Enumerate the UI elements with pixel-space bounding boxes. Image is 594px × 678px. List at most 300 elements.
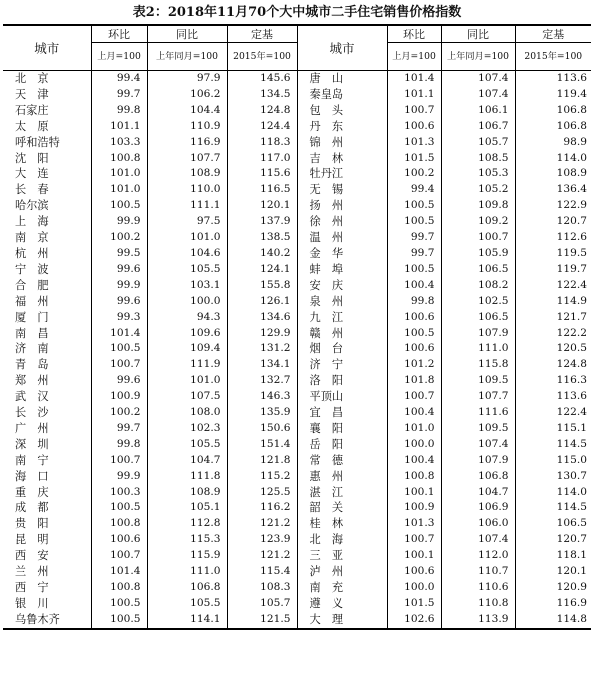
left-fixed-cell: 135.9 bbox=[227, 405, 297, 421]
left-fixed-cell: 116.2 bbox=[227, 500, 297, 516]
header-yoy-right: 同比 bbox=[441, 25, 515, 43]
right-city-cell: 湛 江 bbox=[297, 485, 387, 501]
header-mom-left: 环比 bbox=[91, 25, 147, 43]
left-yoy-cell: 104.6 bbox=[147, 246, 227, 262]
right-mom-cell: 101.1 bbox=[387, 87, 441, 103]
right-yoy-cell: 102.5 bbox=[441, 294, 515, 310]
right-yoy-cell: 105.2 bbox=[441, 182, 515, 198]
left-yoy-cell: 106.2 bbox=[147, 87, 227, 103]
left-fixed-cell: 146.3 bbox=[227, 389, 297, 405]
right-mom-cell: 101.5 bbox=[387, 151, 441, 167]
right-fixed-cell: 114.5 bbox=[556, 501, 587, 514]
right-yoy-cell: 112.0 bbox=[441, 548, 515, 564]
right-yoy-cell: 111.6 bbox=[441, 405, 515, 421]
right-fixed-cell: 119.7 bbox=[556, 262, 587, 275]
left-fixed-cell: 121.2 bbox=[227, 516, 297, 532]
right-yoy-cell: 109.2 bbox=[441, 214, 515, 230]
right-fixed-cell: 106.5 bbox=[556, 517, 587, 530]
left-yoy-cell: 115.3 bbox=[147, 532, 227, 548]
left-mom-cell: 101.1 bbox=[91, 119, 147, 135]
left-fixed-cell: 118.3 bbox=[227, 135, 297, 151]
right-city-cell: 南 充 bbox=[297, 580, 387, 596]
table-row bbox=[3, 421, 591, 437]
right-city-cell: 赣 州 bbox=[297, 326, 387, 342]
right-mom-cell: 100.0 bbox=[387, 580, 441, 596]
left-yoy-cell: 110.0 bbox=[147, 182, 227, 198]
left-yoy-cell: 111.1 bbox=[147, 198, 227, 214]
right-mom-cell: 100.5 bbox=[387, 262, 441, 278]
right-city-cell: 唐 山 bbox=[297, 71, 387, 87]
left-yoy-cell: 116.9 bbox=[147, 135, 227, 151]
left-fixed-cell: 115.4 bbox=[227, 564, 297, 580]
left-city-cell: 济 南 bbox=[3, 341, 91, 357]
left-yoy-cell: 108.0 bbox=[147, 405, 227, 421]
left-yoy-cell: 111.9 bbox=[147, 357, 227, 373]
table-row bbox=[3, 294, 591, 310]
right-mom-cell: 101.4 bbox=[387, 71, 441, 87]
left-yoy-cell: 108.9 bbox=[147, 166, 227, 182]
right-city-cell: 金 华 bbox=[297, 246, 387, 262]
right-fixed-cell: 115.0 bbox=[556, 453, 587, 466]
right-city-cell: 泸 州 bbox=[297, 564, 387, 580]
right-mom-cell: 101.8 bbox=[387, 373, 441, 389]
table-row bbox=[3, 214, 591, 230]
left-yoy-cell: 104.4 bbox=[147, 103, 227, 119]
left-mom-cell: 99.9 bbox=[91, 214, 147, 230]
table-row bbox=[3, 135, 591, 151]
header-city-left: 城市 bbox=[3, 25, 91, 71]
left-city-cell: 长 春 bbox=[3, 182, 91, 198]
table-row bbox=[3, 437, 591, 453]
table-row bbox=[3, 326, 591, 342]
header-yoy-left: 同比 bbox=[147, 25, 227, 43]
table-row bbox=[3, 469, 591, 485]
right-yoy-cell: 105.9 bbox=[441, 246, 515, 262]
right-yoy-cell: 107.9 bbox=[441, 326, 515, 342]
left-yoy-cell: 107.5 bbox=[147, 389, 227, 405]
left-mom-cell: 99.4 bbox=[91, 71, 147, 87]
left-mom-cell: 100.5 bbox=[91, 341, 147, 357]
right-mom-cell: 99.7 bbox=[387, 230, 441, 246]
right-yoy-cell: 108.5 bbox=[441, 151, 515, 167]
right-yoy-cell: 107.4 bbox=[441, 437, 515, 453]
right-yoy-cell: 106.7 bbox=[441, 119, 515, 135]
right-fixed-cell: 130.7 bbox=[556, 469, 587, 482]
right-fixed-cell: 114.5 bbox=[556, 437, 587, 450]
left-yoy-cell: 112.8 bbox=[147, 516, 227, 532]
right-mom-cell: 100.9 bbox=[387, 500, 441, 516]
header-mom-right: 环比 bbox=[387, 25, 441, 43]
left-fixed-cell: 121.5 bbox=[227, 612, 297, 629]
table-row bbox=[3, 310, 591, 326]
right-city-cell: 洛 阳 bbox=[297, 373, 387, 389]
left-mom-cell: 100.5 bbox=[91, 198, 147, 214]
table-row bbox=[3, 182, 591, 198]
right-city-cell: 牡丹江 bbox=[297, 166, 387, 182]
left-city-cell: 太 原 bbox=[3, 119, 91, 135]
table-row bbox=[3, 87, 591, 103]
right-mom-cell: 100.4 bbox=[387, 453, 441, 469]
right-fixed-cell: 114.0 bbox=[556, 151, 587, 164]
left-city-cell: 昆 明 bbox=[3, 532, 91, 548]
table-row bbox=[3, 612, 591, 629]
left-city-cell: 天 津 bbox=[3, 87, 91, 103]
table-body bbox=[3, 71, 591, 629]
table-row bbox=[3, 246, 591, 262]
table-row bbox=[3, 103, 591, 119]
right-city-cell: 丹 东 bbox=[297, 119, 387, 135]
left-fixed-cell: 124.1 bbox=[227, 262, 297, 278]
left-yoy-cell: 94.3 bbox=[147, 310, 227, 326]
right-fixed-cell: 136.4 bbox=[556, 183, 587, 196]
left-city-cell: 大 连 bbox=[3, 166, 91, 182]
left-city-cell: 银 川 bbox=[3, 596, 91, 612]
right-yoy-cell: 110.7 bbox=[441, 564, 515, 580]
right-mom-cell: 100.6 bbox=[387, 119, 441, 135]
right-fixed-cell: 120.9 bbox=[556, 581, 587, 593]
right-yoy-cell: 105.7 bbox=[441, 135, 515, 151]
right-yoy-cell: 100.7 bbox=[441, 230, 515, 246]
right-city-cell: 三 亚 bbox=[297, 548, 387, 564]
right-mom-cell: 100.5 bbox=[387, 198, 441, 214]
left-fixed-cell: 126.1 bbox=[227, 294, 297, 310]
right-fixed-cell: 122.4 bbox=[556, 278, 587, 291]
right-yoy-cell: 108.2 bbox=[441, 278, 515, 294]
right-mom-cell: 100.6 bbox=[387, 310, 441, 326]
left-mom-cell: 100.6 bbox=[91, 532, 147, 548]
subheader-fixed-left: 2015年=100 bbox=[227, 43, 297, 71]
table-row bbox=[3, 596, 591, 612]
left-city-cell: 武 汉 bbox=[3, 389, 91, 405]
left-city-cell: 南 宁 bbox=[3, 453, 91, 469]
right-city-cell: 济 宁 bbox=[297, 357, 387, 373]
table-title: 表2：2018年11月70个大中城市二手住宅销售价格指数 bbox=[132, 5, 462, 20]
right-city-cell: 大 理 bbox=[297, 612, 387, 629]
left-fixed-cell: 115.2 bbox=[227, 469, 297, 485]
left-fixed-cell: 124.4 bbox=[227, 119, 297, 135]
left-mom-cell: 100.7 bbox=[91, 357, 147, 373]
right-fixed-cell: 122.9 bbox=[556, 199, 587, 212]
left-fixed-cell: 137.9 bbox=[227, 214, 297, 230]
left-yoy-cell: 107.7 bbox=[147, 151, 227, 167]
left-fixed-cell: 123.9 bbox=[227, 532, 297, 548]
right-fixed-cell: 106.8 bbox=[556, 103, 587, 116]
left-city-cell: 海 口 bbox=[3, 469, 91, 485]
right-mom-cell: 100.6 bbox=[387, 564, 441, 580]
left-city-cell: 沈 阳 bbox=[3, 151, 91, 167]
right-city-cell: 遵 义 bbox=[297, 596, 387, 612]
left-city-cell: 西 安 bbox=[3, 548, 91, 564]
left-fixed-cell: 125.5 bbox=[227, 485, 297, 501]
left-yoy-cell: 101.0 bbox=[147, 230, 227, 246]
right-mom-cell: 100.4 bbox=[387, 278, 441, 294]
right-fixed-cell: 113.6 bbox=[556, 72, 587, 84]
right-city-cell: 九 江 bbox=[297, 310, 387, 326]
right-mom-cell: 100.6 bbox=[387, 341, 441, 357]
left-mom-cell: 99.5 bbox=[91, 246, 147, 262]
table-row bbox=[3, 198, 591, 214]
right-yoy-cell: 113.9 bbox=[441, 612, 515, 629]
left-fixed-cell: 108.3 bbox=[227, 580, 297, 596]
subheader-mom-right: 上月=100 bbox=[387, 43, 441, 71]
table-row bbox=[3, 500, 591, 516]
left-mom-cell: 100.2 bbox=[91, 405, 147, 421]
right-mom-cell: 101.5 bbox=[387, 596, 441, 612]
right-mom-cell: 100.7 bbox=[387, 532, 441, 548]
right-fixed-cell: 122.4 bbox=[556, 406, 587, 419]
left-city-cell: 南 昌 bbox=[3, 326, 91, 342]
left-yoy-cell: 110.9 bbox=[147, 119, 227, 135]
left-fixed-cell: 131.2 bbox=[227, 341, 297, 357]
table-row bbox=[3, 341, 591, 357]
right-yoy-cell: 115.8 bbox=[441, 357, 515, 373]
right-yoy-cell: 106.1 bbox=[441, 103, 515, 119]
subheader-fixed-right: 2015年=100 bbox=[515, 43, 591, 71]
right-fixed-cell: 119.5 bbox=[556, 246, 587, 259]
right-mom-cell: 100.8 bbox=[387, 469, 441, 485]
left-mom-cell: 99.6 bbox=[91, 294, 147, 310]
left-fixed-cell: 140.2 bbox=[227, 246, 297, 262]
right-fixed-cell: 116.9 bbox=[556, 596, 587, 609]
table-row bbox=[3, 516, 591, 532]
table-row bbox=[3, 357, 591, 373]
right-mom-cell: 100.0 bbox=[387, 437, 441, 453]
left-city-cell: 呼和浩特 bbox=[3, 135, 91, 151]
left-mom-cell: 101.4 bbox=[91, 564, 147, 580]
left-fixed-cell: 124.8 bbox=[227, 103, 297, 119]
left-yoy-cell: 97.9 bbox=[147, 71, 227, 87]
left-yoy-cell: 108.9 bbox=[147, 485, 227, 501]
right-mom-cell: 100.7 bbox=[387, 103, 441, 119]
left-mom-cell: 100.7 bbox=[91, 453, 147, 469]
right-mom-cell: 100.1 bbox=[387, 548, 441, 564]
left-mom-cell: 100.8 bbox=[91, 580, 147, 596]
left-fixed-cell: 117.0 bbox=[227, 151, 297, 167]
table-row bbox=[3, 485, 591, 501]
left-city-cell: 广 州 bbox=[3, 421, 91, 437]
left-city-cell: 宁 波 bbox=[3, 262, 91, 278]
left-yoy-cell: 106.8 bbox=[147, 580, 227, 596]
right-city-cell: 锦 州 bbox=[297, 135, 387, 151]
right-fixed-cell: 112.6 bbox=[556, 231, 587, 244]
left-city-cell: 福 州 bbox=[3, 294, 91, 310]
left-mom-cell: 99.6 bbox=[91, 262, 147, 278]
left-mom-cell: 101.0 bbox=[91, 182, 147, 198]
right-fixed-cell: 98.9 bbox=[563, 135, 587, 148]
table-row bbox=[3, 119, 591, 135]
right-yoy-cell: 104.7 bbox=[441, 485, 515, 501]
right-mom-cell: 99.4 bbox=[387, 182, 441, 198]
table-row bbox=[3, 278, 591, 294]
right-fixed-cell: 121.7 bbox=[556, 310, 587, 323]
right-yoy-cell: 106.8 bbox=[441, 469, 515, 485]
left-mom-cell: 100.9 bbox=[91, 389, 147, 405]
right-fixed-cell: 120.7 bbox=[556, 215, 587, 228]
left-mom-cell: 101.0 bbox=[91, 166, 147, 182]
left-mom-cell: 100.7 bbox=[91, 548, 147, 564]
right-fixed-cell: 120.7 bbox=[556, 533, 587, 546]
right-city-cell: 泉 州 bbox=[297, 294, 387, 310]
right-mom-cell: 100.5 bbox=[387, 326, 441, 342]
right-city-cell: 桂 林 bbox=[297, 516, 387, 532]
left-fixed-cell: 105.7 bbox=[227, 596, 297, 612]
right-fixed-cell: 118.1 bbox=[556, 549, 587, 562]
left-mom-cell: 100.2 bbox=[91, 230, 147, 246]
right-fixed-cell: 120.5 bbox=[556, 342, 587, 355]
right-city-cell: 秦皇岛 bbox=[297, 87, 387, 103]
right-mom-cell: 102.6 bbox=[387, 612, 441, 629]
left-city-cell: 长 沙 bbox=[3, 405, 91, 421]
right-mom-cell: 100.1 bbox=[387, 485, 441, 501]
right-city-cell: 烟 台 bbox=[297, 341, 387, 357]
right-city-cell: 襄 阳 bbox=[297, 421, 387, 437]
right-yoy-cell: 106.5 bbox=[441, 310, 515, 326]
right-fixed-cell: 108.9 bbox=[556, 167, 587, 180]
left-mom-cell: 99.9 bbox=[91, 469, 147, 485]
right-yoy-cell: 106.5 bbox=[441, 262, 515, 278]
left-yoy-cell: 109.4 bbox=[147, 341, 227, 357]
subheader-yoy-right: 上年同月=100 bbox=[441, 43, 515, 71]
right-fixed-cell: 114.8 bbox=[556, 612, 587, 625]
left-mom-cell: 100.5 bbox=[91, 612, 147, 629]
right-fixed-cell: 116.3 bbox=[556, 374, 587, 387]
table-row bbox=[3, 262, 591, 278]
left-fixed-cell: 121.8 bbox=[227, 453, 297, 469]
left-mom-cell: 100.8 bbox=[91, 151, 147, 167]
right-yoy-cell: 109.5 bbox=[441, 373, 515, 389]
left-fixed-cell: 134.5 bbox=[227, 87, 297, 103]
left-city-cell: 兰 州 bbox=[3, 564, 91, 580]
left-yoy-cell: 105.5 bbox=[147, 596, 227, 612]
left-mom-cell: 100.5 bbox=[91, 500, 147, 516]
price-index-table bbox=[3, 24, 591, 630]
left-fixed-cell: 145.6 bbox=[227, 71, 297, 87]
right-fixed-cell: 114.0 bbox=[556, 485, 587, 498]
right-city-cell: 蚌 埠 bbox=[297, 262, 387, 278]
left-yoy-cell: 105.5 bbox=[147, 262, 227, 278]
table-row bbox=[3, 151, 591, 167]
left-fixed-cell: 121.2 bbox=[227, 548, 297, 564]
left-mom-cell: 100.8 bbox=[91, 516, 147, 532]
right-fixed-cell: 119.4 bbox=[556, 87, 587, 100]
left-yoy-cell: 100.0 bbox=[147, 294, 227, 310]
left-fixed-cell: 134.1 bbox=[227, 357, 297, 373]
left-city-cell: 郑 州 bbox=[3, 373, 91, 389]
left-yoy-cell: 109.6 bbox=[147, 326, 227, 342]
table-row bbox=[3, 389, 591, 405]
left-city-cell: 合 肥 bbox=[3, 278, 91, 294]
left-city-cell: 重 庆 bbox=[3, 485, 91, 501]
table-row bbox=[3, 532, 591, 548]
right-yoy-cell: 106.9 bbox=[441, 500, 515, 516]
table-row bbox=[3, 564, 591, 580]
left-city-cell: 乌鲁木齐 bbox=[3, 612, 91, 629]
right-yoy-cell: 107.4 bbox=[441, 71, 515, 87]
right-yoy-cell: 107.4 bbox=[441, 87, 515, 103]
left-mom-cell: 99.8 bbox=[91, 437, 147, 453]
right-city-cell: 宜 昌 bbox=[297, 405, 387, 421]
right-mom-cell: 100.7 bbox=[387, 389, 441, 405]
table-row bbox=[3, 373, 591, 389]
left-city-cell: 成 都 bbox=[3, 500, 91, 516]
left-fixed-cell: 150.6 bbox=[227, 421, 297, 437]
right-city-cell: 包 头 bbox=[297, 103, 387, 119]
left-yoy-cell: 115.9 bbox=[147, 548, 227, 564]
right-city-cell: 北 海 bbox=[297, 532, 387, 548]
left-fixed-cell: 129.9 bbox=[227, 326, 297, 342]
right-city-cell: 徐 州 bbox=[297, 214, 387, 230]
table-row bbox=[3, 405, 591, 421]
right-city-cell: 无 锡 bbox=[297, 182, 387, 198]
header-fixed-right: 定基 bbox=[515, 25, 591, 43]
right-yoy-cell: 107.7 bbox=[441, 389, 515, 405]
right-mom-cell: 101.0 bbox=[387, 421, 441, 437]
subheader-yoy-left: 上年同月=100 bbox=[147, 43, 227, 71]
subheader-mom-left: 上月=100 bbox=[91, 43, 147, 71]
left-city-cell: 上 海 bbox=[3, 214, 91, 230]
table-row bbox=[3, 71, 591, 87]
right-mom-cell: 100.4 bbox=[387, 405, 441, 421]
right-mom-cell: 101.2 bbox=[387, 357, 441, 373]
right-city-cell: 岳 阳 bbox=[297, 437, 387, 453]
right-yoy-cell: 110.8 bbox=[441, 596, 515, 612]
right-fixed-cell: 113.6 bbox=[556, 390, 587, 403]
right-fixed-cell: 122.2 bbox=[556, 326, 587, 339]
left-yoy-cell: 105.1 bbox=[147, 500, 227, 516]
left-fixed-cell: 115.6 bbox=[227, 166, 297, 182]
left-yoy-cell: 104.7 bbox=[147, 453, 227, 469]
right-fixed-cell: 115.1 bbox=[556, 421, 587, 434]
left-mom-cell: 99.6 bbox=[91, 373, 147, 389]
left-city-cell: 西 宁 bbox=[3, 580, 91, 596]
right-city-cell: 平顶山 bbox=[297, 389, 387, 405]
left-mom-cell: 103.3 bbox=[91, 135, 147, 151]
right-mom-cell: 99.8 bbox=[387, 294, 441, 310]
table-row bbox=[3, 230, 591, 246]
left-fixed-cell: 116.5 bbox=[227, 182, 297, 198]
left-yoy-cell: 97.5 bbox=[147, 214, 227, 230]
right-yoy-cell: 109.5 bbox=[441, 421, 515, 437]
right-yoy-cell: 109.8 bbox=[441, 198, 515, 214]
right-city-cell: 惠 州 bbox=[297, 469, 387, 485]
right-city-cell: 扬 州 bbox=[297, 198, 387, 214]
right-yoy-cell: 111.0 bbox=[441, 341, 515, 357]
left-city-cell: 石家庄 bbox=[3, 103, 91, 119]
left-mom-cell: 99.8 bbox=[91, 103, 147, 119]
right-yoy-cell: 105.3 bbox=[441, 166, 515, 182]
header-fixed-left: 定基 bbox=[227, 25, 297, 43]
right-fixed-cell: 120.1 bbox=[556, 565, 587, 578]
table-row bbox=[3, 580, 591, 596]
left-mom-cell: 100.3 bbox=[91, 485, 147, 501]
left-yoy-cell: 114.1 bbox=[147, 612, 227, 629]
right-city-cell: 常 德 bbox=[297, 453, 387, 469]
left-mom-cell: 99.9 bbox=[91, 278, 147, 294]
left-yoy-cell: 105.5 bbox=[147, 437, 227, 453]
right-mom-cell: 100.2 bbox=[387, 166, 441, 182]
right-city-cell: 韶 关 bbox=[297, 500, 387, 516]
left-fixed-cell: 134.6 bbox=[227, 310, 297, 326]
left-fixed-cell: 151.4 bbox=[227, 437, 297, 453]
right-fixed-cell: 124.8 bbox=[556, 358, 587, 371]
left-fixed-cell: 120.1 bbox=[227, 198, 297, 214]
right-city-cell: 吉 林 bbox=[297, 151, 387, 167]
left-yoy-cell: 111.8 bbox=[147, 469, 227, 485]
right-yoy-cell: 110.6 bbox=[441, 580, 515, 596]
right-yoy-cell: 107.9 bbox=[441, 453, 515, 469]
right-mom-cell: 101.3 bbox=[387, 135, 441, 151]
right-fixed-cell: 106.8 bbox=[556, 119, 587, 132]
